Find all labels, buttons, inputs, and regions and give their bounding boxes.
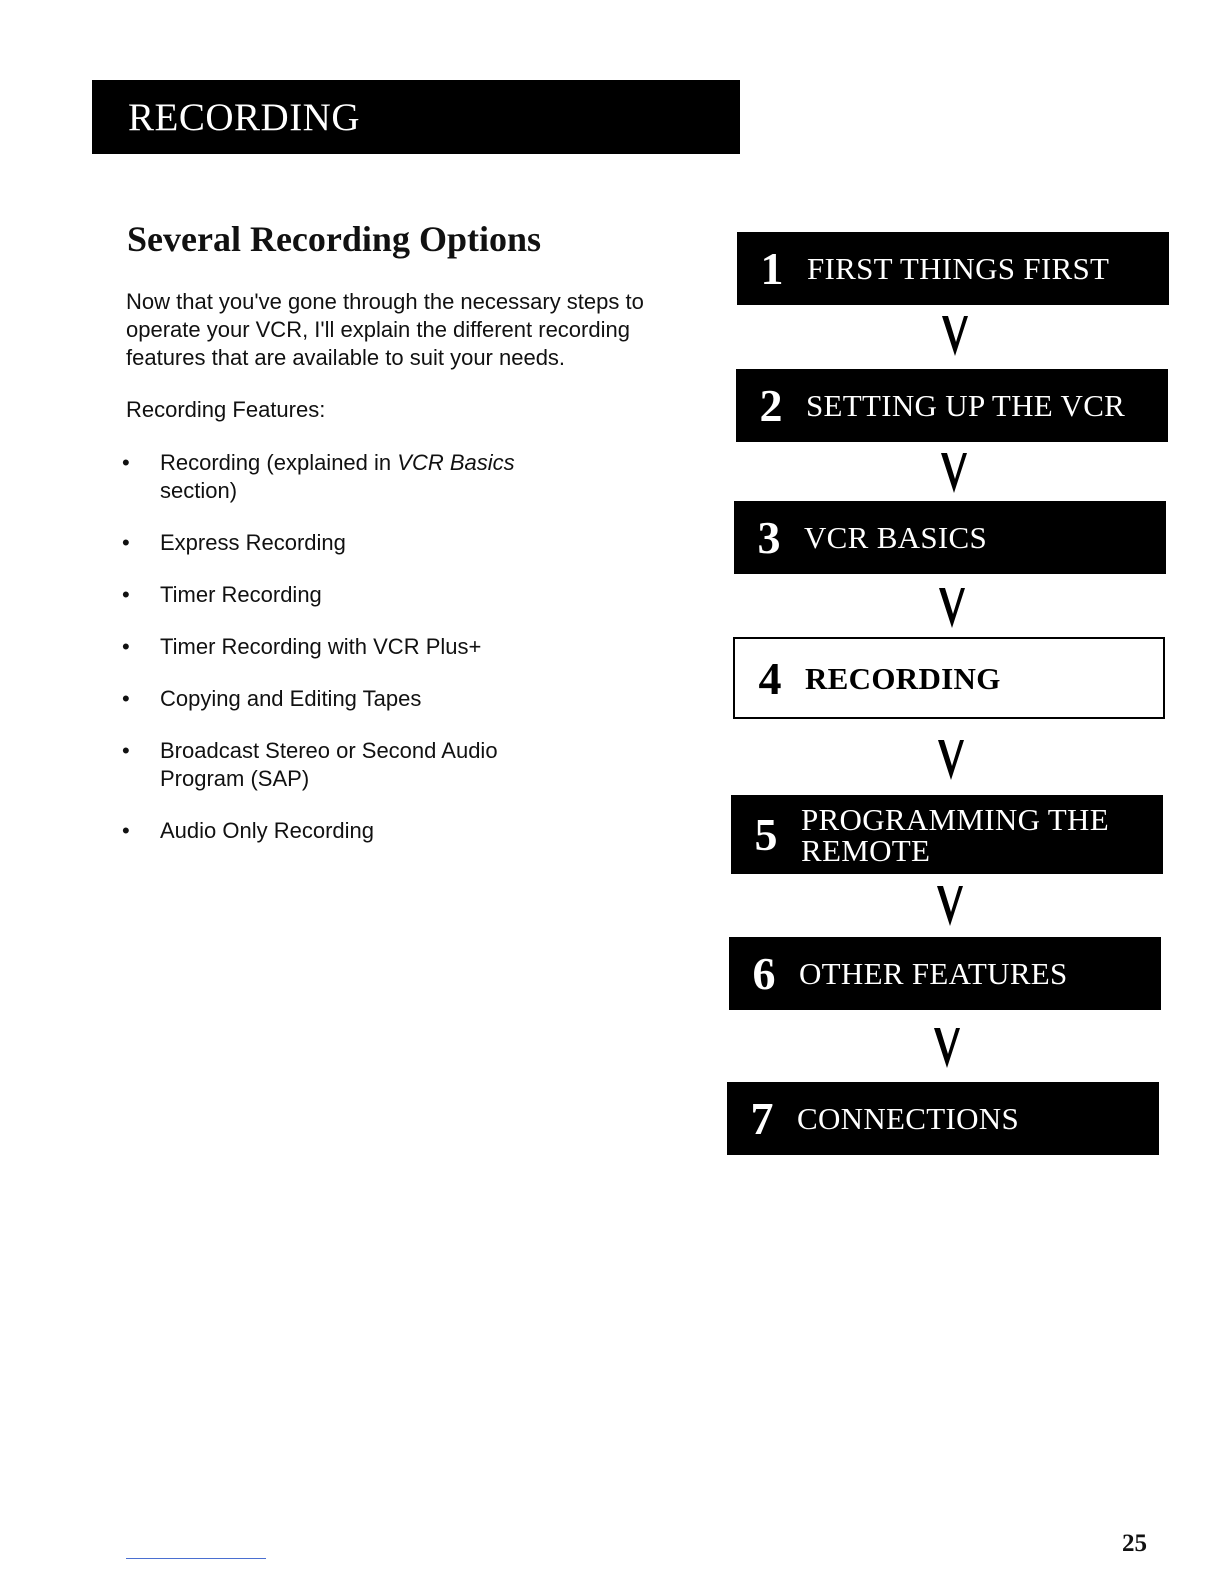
intro-paragraph: Now that you've gone through the necessary steps to operate your VCR, I'll explain the different recording features that are available to suit your needs. (126, 289, 644, 370)
step-title: SETTING UP THE VCR (806, 388, 1126, 423)
feature-item (122, 633, 562, 661)
down-arrow-icon (939, 451, 969, 495)
feature-text: Express Recording (160, 530, 346, 555)
bullet-icon: • (122, 450, 130, 475)
chapter-step-6 (729, 937, 1161, 1010)
bullet-icon: • (122, 686, 130, 711)
step-number: 6 (752, 948, 776, 999)
feature-text: Copying and Editing Tapes (160, 686, 422, 711)
bullet-icon: • (122, 738, 130, 763)
step-number: 2 (759, 380, 783, 431)
recording-features-list (122, 449, 562, 869)
bullet-icon: • (122, 530, 130, 555)
down-arrow-icon (936, 738, 966, 782)
down-arrow-icon (932, 1026, 962, 1070)
bullet-icon: • (122, 634, 130, 659)
step-title: FIRST THINGS FIRST (807, 251, 1110, 286)
features-label: Recording Features: (126, 397, 326, 422)
step-title: PROGRAMMING THE REMOTE (801, 801, 1109, 868)
chapter-step-1 (737, 232, 1169, 305)
step-number: 5 (754, 809, 778, 860)
step-number: 7 (750, 1093, 774, 1144)
step-number: 3 (757, 512, 781, 563)
down-arrow-icon (935, 884, 965, 928)
bullet-icon: • (122, 818, 130, 843)
feature-item (122, 685, 562, 713)
feature-item (122, 529, 562, 557)
down-arrow-icon (937, 586, 967, 630)
chapter-step-3 (734, 501, 1166, 574)
feature-text: Timer Recording with VCR Plus+ (160, 634, 482, 659)
feature-text: Audio Only Recording (160, 818, 375, 843)
chapter-step-4-current (733, 637, 1165, 719)
step-title: RECORDING (805, 660, 1001, 696)
chapter-step-2 (736, 369, 1168, 442)
section-title: RECORDING (128, 95, 361, 139)
page-number: 25 (1122, 1530, 1147, 1557)
chapter-step-7 (727, 1082, 1159, 1155)
step-number: 1 (760, 243, 784, 294)
chapter-step-5 (731, 795, 1163, 874)
feature-item (122, 817, 562, 845)
step-title: OTHER FEATURES (799, 956, 1068, 991)
feature-text: Recording (explained in (160, 450, 398, 475)
feature-text-after: section) (160, 478, 238, 503)
step-number: 4 (758, 652, 782, 704)
bullet-icon: • (122, 582, 130, 607)
feature-text: Broadcast Stereo or Second Audio Program (SAP) (160, 738, 498, 791)
feature-text: Timer Recording (160, 582, 322, 607)
feature-item (122, 449, 562, 505)
step-title: VCR BASICS (804, 520, 988, 555)
feature-emphasis: VCR Basics (397, 450, 515, 475)
section-header-bar (92, 80, 740, 154)
step-title: CONNECTIONS (797, 1101, 1020, 1136)
page-heading: Several Recording Options (127, 219, 541, 259)
down-arrow-icon (940, 314, 970, 358)
feature-item (122, 737, 530, 793)
footer-rule (126, 1558, 266, 1559)
feature-item (122, 581, 562, 609)
